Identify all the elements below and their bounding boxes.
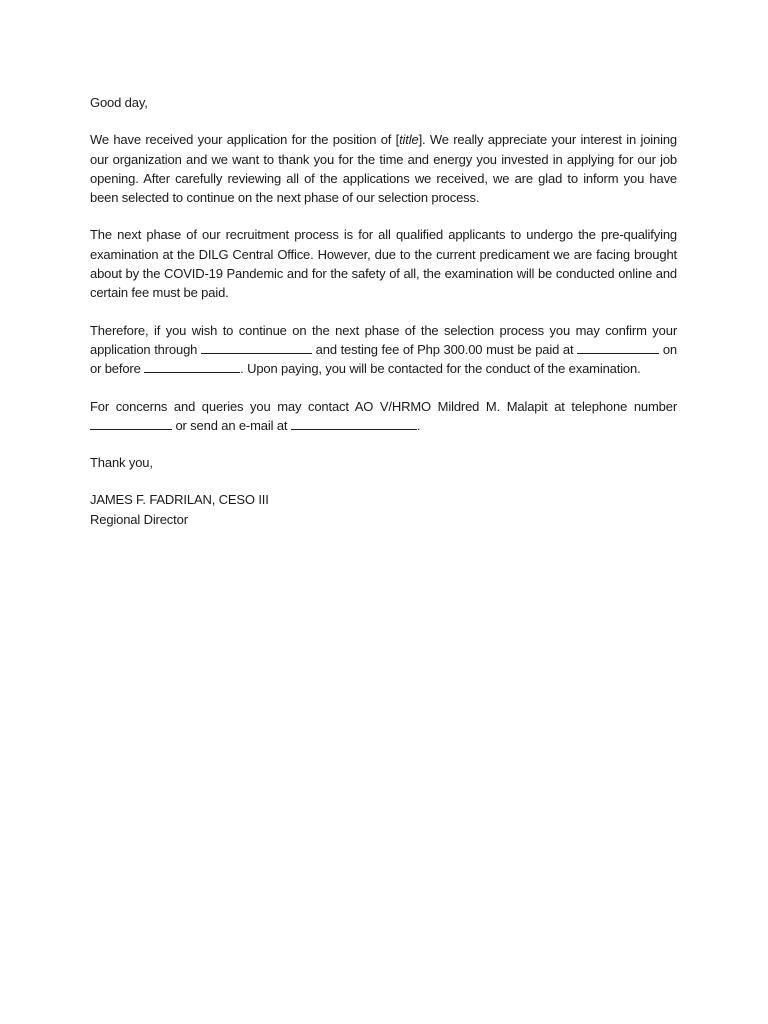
signature-block bbox=[90, 490, 677, 529]
blank-telephone-number bbox=[90, 418, 172, 430]
p4-text-3: . bbox=[416, 417, 421, 433]
p3-text-2: and testing fee of Php 300.00 must be paid at bbox=[311, 341, 578, 357]
blank-payment-location bbox=[577, 342, 659, 354]
greeting: Good day, bbox=[90, 95, 148, 110]
paragraph-application-received bbox=[90, 130, 677, 207]
p1-text-before-title: We have received your application for the position of [ bbox=[90, 132, 400, 148]
blank-confirmation-channel bbox=[201, 342, 312, 354]
position-title-placeholder: title bbox=[399, 132, 419, 148]
p4-text-2: or send an e-mail at bbox=[172, 417, 291, 433]
p1-text-after-title: ]. We really appreciate your interest in joining our organization and we want to thank you for the time and energy you invested in applying for our job opening. After carefully reviewing all of the applications we received, we are glad to inform you have been selected to continue on the next phase of our selection process. bbox=[90, 132, 677, 206]
paragraph-next-phase: The next phase of our recruitment process is for all qualified applicants to undergo the pre-qualifying examination at the DILG Central Office. However, due to the current predicament we are facing brought about by the COVID-19 Pandemic and for the safety of all, the examination will be conducted online and certain fee must be paid. bbox=[90, 227, 677, 301]
blank-email-address bbox=[291, 418, 417, 430]
signatory-title: Regional Director bbox=[90, 511, 188, 527]
p3-text-3: on or before bbox=[90, 341, 677, 377]
paragraph-confirmation bbox=[90, 321, 677, 379]
blank-payment-deadline bbox=[144, 361, 240, 373]
paragraph-contact bbox=[90, 397, 677, 436]
p3-text-4: . Upon paying, you will be contacted for the conduct of the examination. bbox=[240, 361, 641, 377]
signatory-name: JAMES F. FADRILAN, CESO III bbox=[90, 492, 269, 508]
p3-text-1: Therefore, if you wish to continue on the next phase of the selection process you may confirm your application through bbox=[90, 322, 677, 357]
closing: Thank you, bbox=[90, 455, 153, 471]
letter-body bbox=[90, 93, 677, 529]
p4-text-1: For concerns and queries you may contact AO V/HRMO Mildred M. Malapit at telephone number bbox=[90, 398, 677, 414]
